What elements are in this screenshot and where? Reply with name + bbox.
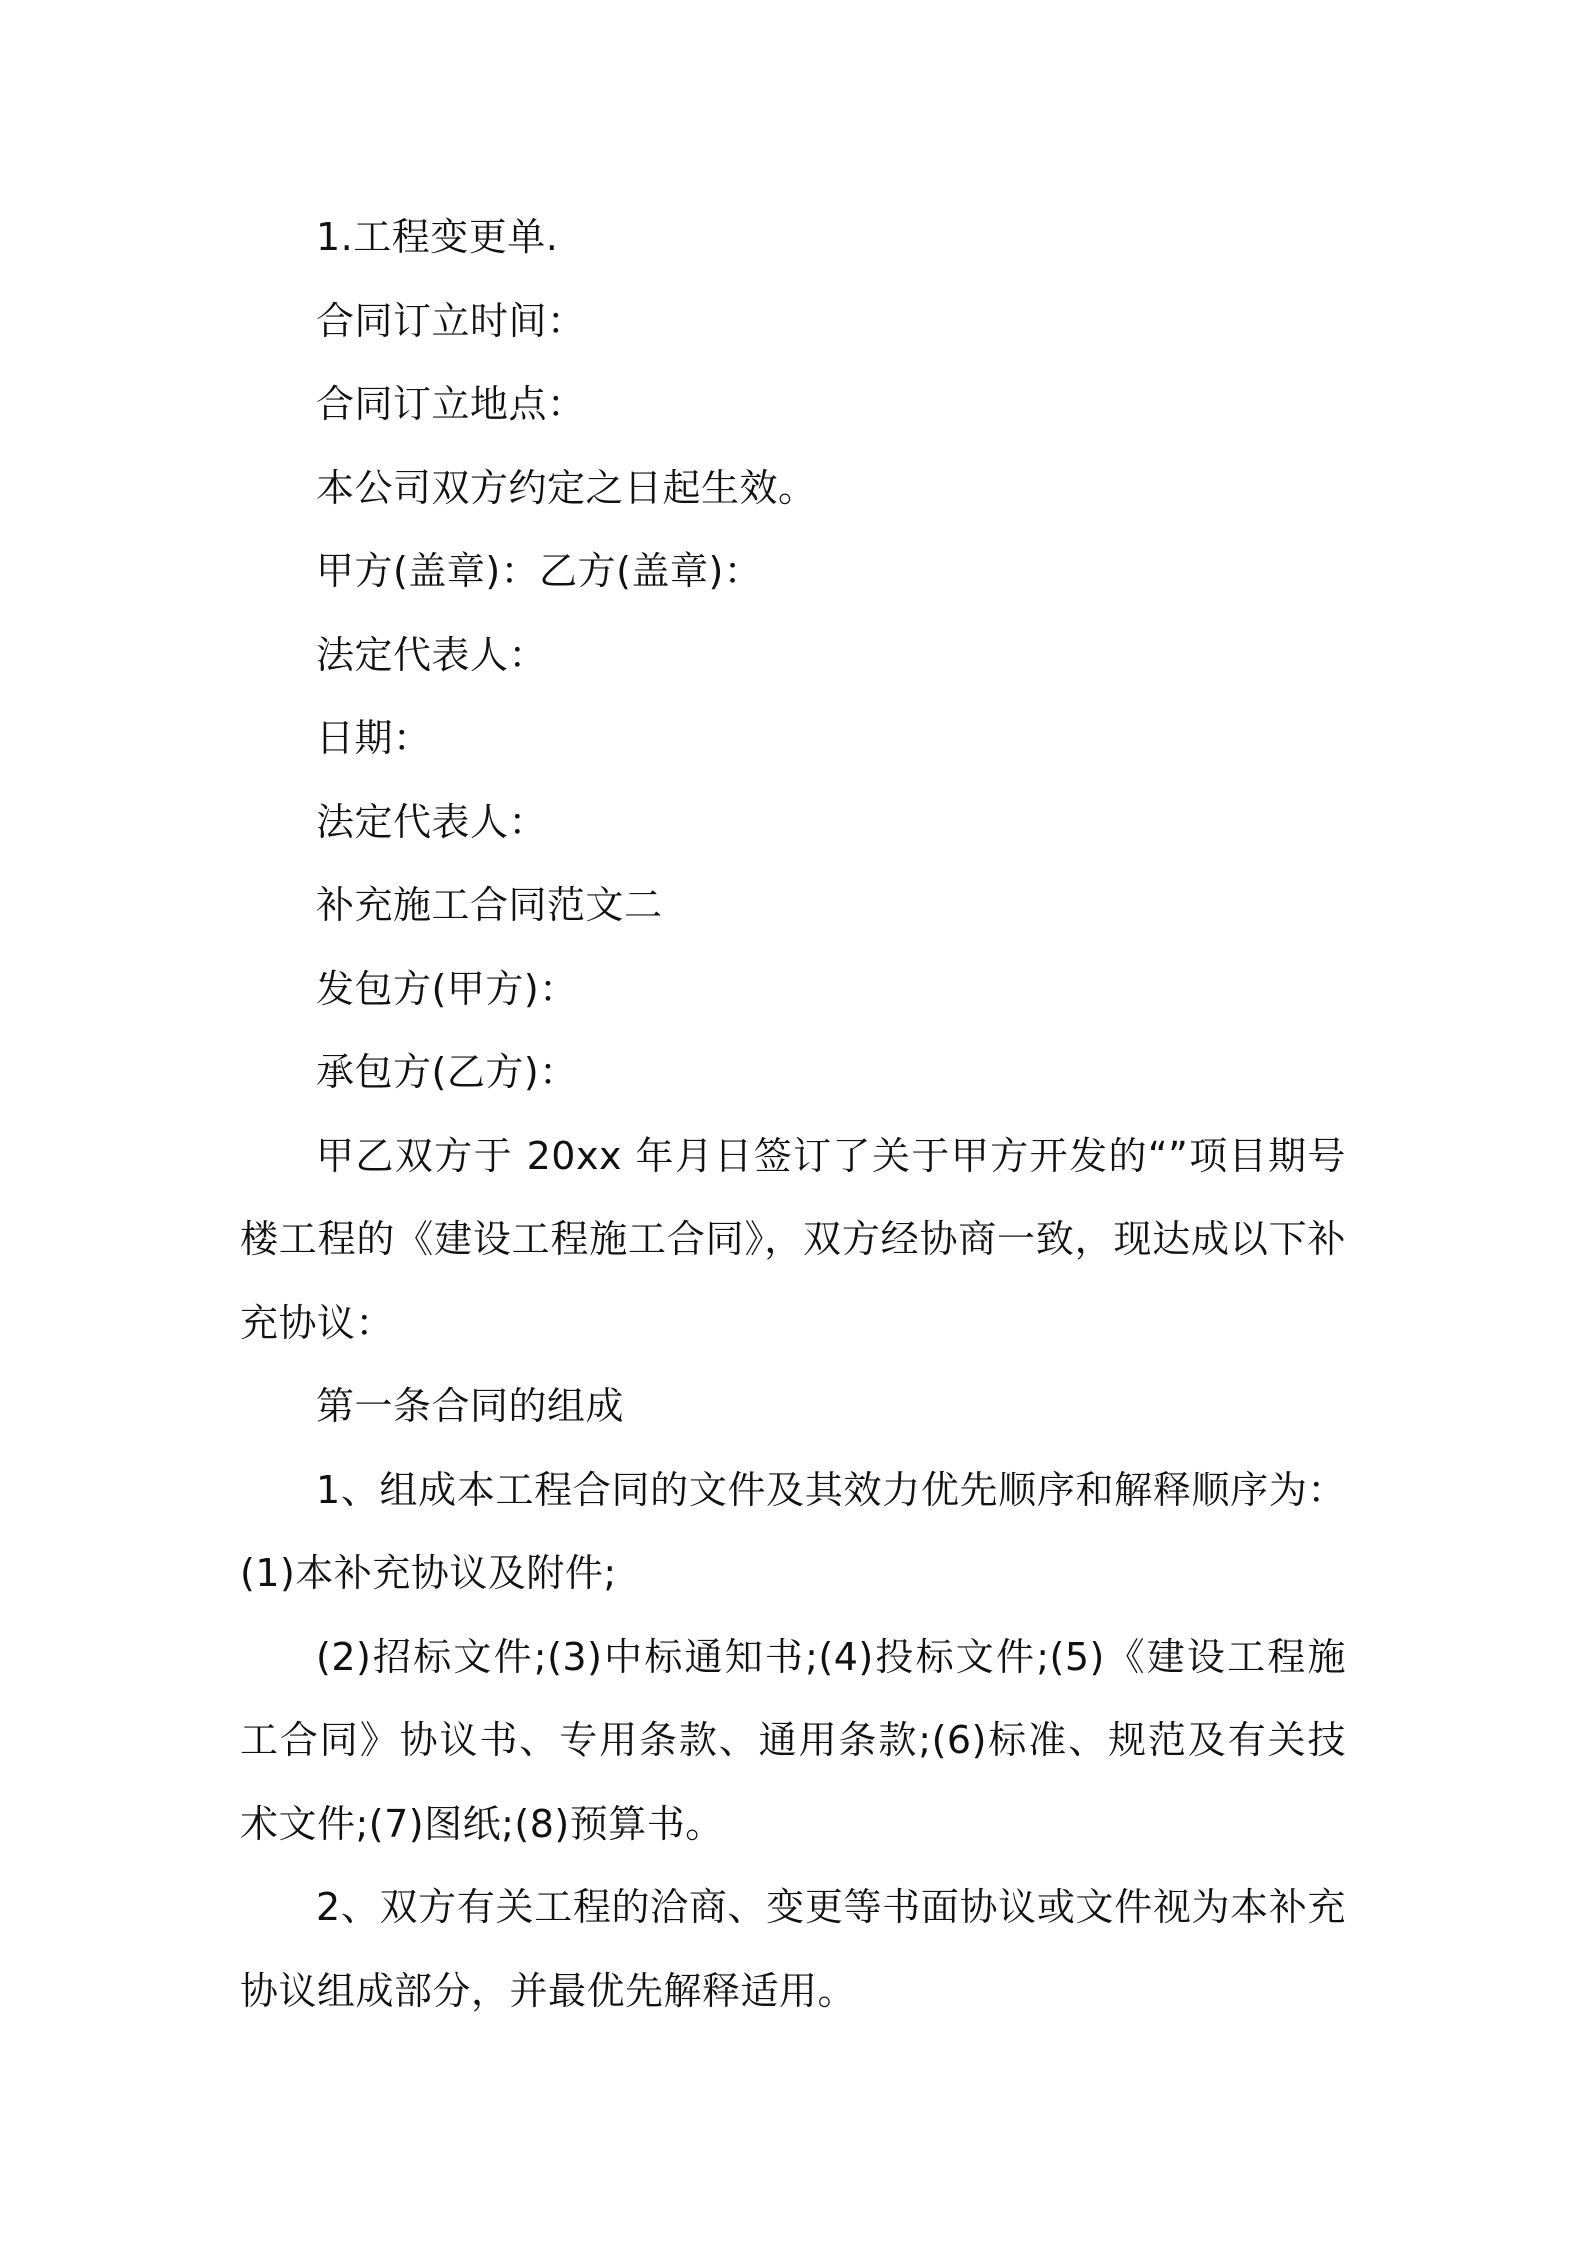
paragraph-party-seals: 甲方(盖章)：乙方(盖章)： — [316, 549, 763, 593]
paragraph-clause-2: 2、双方有关工程的洽商、变更等书面协议或文件视为本补充协议组成部分，并最优先解释适用。 — [240, 1885, 1346, 2013]
paragraph-clause-1: 1、组成本工程合同的文件及其效力优先顺序和解释顺序为：(1)本补充协议及附件; — [240, 1467, 1346, 1595]
paragraph-contractor: 承包方(乙方)： — [316, 1050, 578, 1094]
paragraph-change-order: 1.工程变更单. — [316, 215, 559, 259]
paragraph-legal-representative-2: 法定代表人： — [316, 799, 548, 844]
paragraph-employer: 发包方(甲方)： — [316, 966, 578, 1011]
paragraph-legal-representative-1: 法定代表人： — [316, 632, 548, 677]
paragraph-contract-place: 合同订立地点： — [316, 382, 586, 426]
paragraph-effective-date: 本公司双方约定之日起生效。 — [316, 465, 817, 510]
paragraph-agreement-intro: 甲乙双方于 20xx 年月日签订了关于甲方开发的“”项目期号楼工程的《建设工程施工合同》，双方经协商一致，现达成以下补充协议： — [240, 1133, 1346, 1345]
paragraph-date: 日期： — [316, 716, 432, 760]
document-body — [240, 196, 1346, 2033]
paragraph-contract-time: 合同订立时间： — [316, 298, 586, 343]
article-heading-contract-composition: 第一条合同的组成 — [316, 1384, 625, 1428]
section-title-sample-two: 补充施工合同范文二 — [316, 883, 663, 927]
paragraph-document-list: (2)招标文件;(3)中标通知书;(4)投标文件;(5)《建设工程施工合同》协议书、专用条款、通用条款;(6)标准、规范及有关技术文件;(7)图纸;(8)预算书。 — [240, 1634, 1346, 1846]
